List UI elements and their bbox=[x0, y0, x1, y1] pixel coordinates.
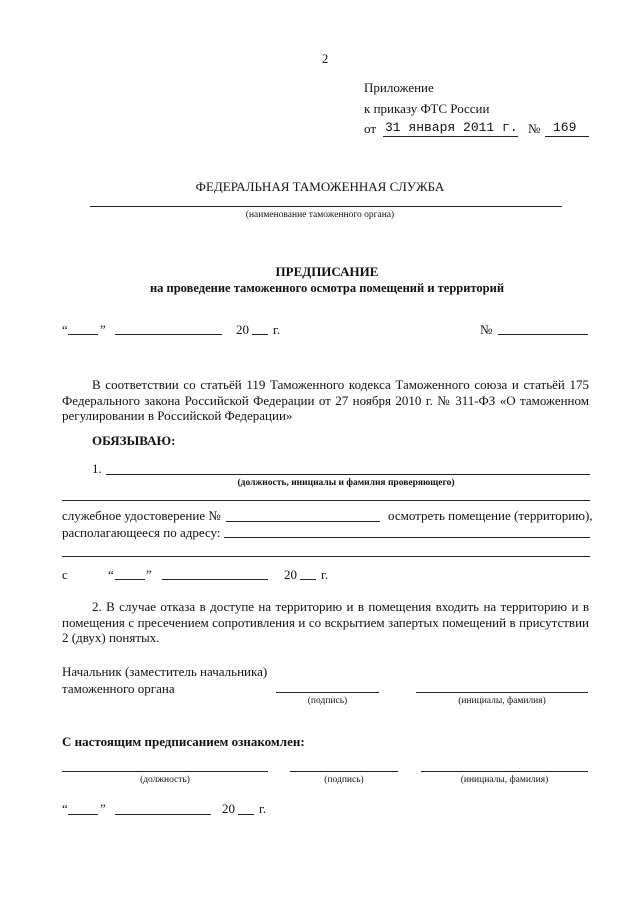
item2-paragraph bbox=[62, 599, 589, 646]
document-subtitle: на проведение таможенного осмотра помещений и территорий bbox=[149, 281, 505, 295]
appendix-line2: к приказу ФТС России bbox=[364, 101, 490, 116]
item1-number: 1. bbox=[92, 461, 102, 476]
address-line-2 bbox=[62, 556, 590, 557]
final-year-suffix: г. bbox=[259, 801, 267, 816]
item1-continuation-line bbox=[62, 500, 590, 501]
doc-number-line bbox=[498, 334, 588, 335]
appendix-date-value: 31 января 2011 г. bbox=[385, 120, 518, 135]
signer-signature-line bbox=[276, 692, 379, 693]
from-prefix: с bbox=[62, 567, 68, 582]
basis-paragraph bbox=[62, 377, 589, 424]
appendix-line1: Приложение bbox=[364, 80, 434, 95]
ack-position-caption: (должность) bbox=[140, 775, 190, 785]
doc-number-label: № bbox=[480, 322, 493, 337]
from-year-suffix: г. bbox=[321, 567, 329, 582]
appendix-date-prefix: от bbox=[364, 121, 377, 136]
ack-name-caption: (инициалы, фамилия) bbox=[460, 775, 549, 785]
date-month-line bbox=[115, 334, 222, 335]
item2-text: 2. В случае отказа в доступе на территорию и в помещения входить на территорию и в помещения с пресечением сопротивления и со вскрытием запертых помещений в присутствии 2 (двух) понятых. bbox=[62, 599, 589, 645]
final-quote-close: ” bbox=[100, 801, 106, 816]
inspect-text: осмотреть помещение (территорию), bbox=[388, 508, 593, 523]
ack-name-line bbox=[421, 771, 588, 772]
date-year-prefix: 20 bbox=[236, 322, 249, 337]
organization-caption: (наименование таможенного органа) bbox=[245, 210, 395, 220]
date-day-line bbox=[68, 334, 98, 335]
final-month-line bbox=[115, 814, 211, 815]
item1-inspector-caption: (должность, инициалы и фамилия проверяющего) bbox=[237, 478, 455, 488]
appendix-number-underline bbox=[545, 136, 589, 137]
organization-name: ФЕДЕРАЛЬНАЯ ТАМОЖЕННАЯ СЛУЖБА bbox=[195, 179, 445, 194]
appendix-date-underline bbox=[383, 136, 518, 137]
final-year-line bbox=[238, 814, 254, 815]
page-number: 2 bbox=[322, 52, 329, 66]
signer-title-line2: таможенного органа bbox=[62, 681, 175, 696]
signer-name-caption: (инициалы, фамилия) bbox=[458, 696, 546, 706]
signer-name-line bbox=[416, 692, 588, 693]
signer-signature-caption: (подпись) bbox=[307, 696, 348, 706]
final-day-line bbox=[68, 814, 98, 815]
signer-title-line1: Начальник (заместитель начальника) bbox=[62, 664, 268, 679]
from-day-line bbox=[115, 579, 145, 580]
address-line bbox=[224, 537, 590, 538]
basis-text: В соответствии со статьёй 119 Таможенного кодекса Таможенного союза и статьёй 175 Федерального закона Российской Федерации от 27 ноября 2010 г. № 311-ФЗ «О таможенном регулировании в Российской Федерации» bbox=[62, 377, 589, 423]
document-title: ПРЕДПИСАНИЕ bbox=[275, 264, 379, 279]
date-year-line bbox=[252, 334, 268, 335]
appendix-number-value: 169 bbox=[553, 120, 577, 135]
certificate-label: служебное удостоверение № bbox=[62, 508, 221, 523]
final-quote-open: “ bbox=[62, 801, 68, 816]
from-year-line bbox=[300, 579, 316, 580]
final-year-prefix: 20 bbox=[222, 801, 235, 816]
ack-position-line bbox=[62, 771, 268, 772]
organization-underline bbox=[90, 206, 562, 207]
address-label: располагающееся по адресу: bbox=[62, 525, 221, 540]
from-quote-close: ” bbox=[146, 567, 152, 582]
from-month-line bbox=[162, 579, 268, 580]
item1-inspector-line bbox=[106, 474, 590, 475]
date-quote-close: ” bbox=[100, 322, 106, 337]
ack-signature-caption: (подпись) bbox=[324, 775, 364, 785]
certificate-number-line bbox=[226, 521, 380, 522]
ack-signature-line bbox=[290, 771, 398, 772]
from-quote-open: “ bbox=[108, 567, 114, 582]
from-year-prefix: 20 bbox=[284, 567, 297, 582]
acknowledged-heading: С настоящим предписанием ознакомлен: bbox=[62, 734, 305, 749]
oblige-heading: ОБЯЗЫВАЮ: bbox=[92, 433, 176, 448]
date-quote-open: “ bbox=[62, 322, 68, 337]
appendix-number-label: № bbox=[528, 121, 541, 136]
date-year-suffix: г. bbox=[273, 322, 281, 337]
